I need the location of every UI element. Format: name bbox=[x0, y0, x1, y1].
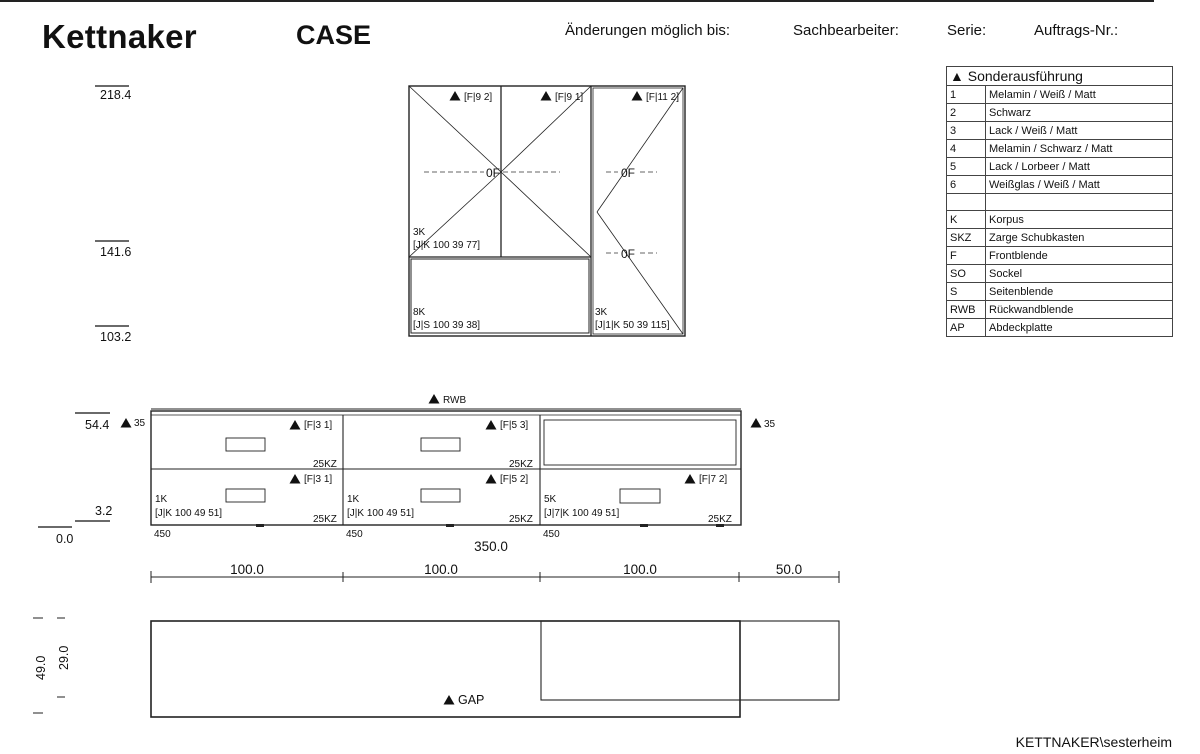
special-finish-marker bbox=[444, 695, 455, 705]
front-tag: [F|5 3] bbox=[500, 420, 529, 431]
special-finish-marker bbox=[632, 91, 643, 101]
corpus-code: 3K bbox=[413, 227, 426, 238]
lowboard bbox=[121, 394, 776, 540]
special-finish-marker bbox=[429, 394, 440, 404]
legend-text: Melamin / Weiß / Matt bbox=[986, 86, 1173, 104]
level-label: 218.4 bbox=[100, 88, 132, 102]
corpus-code: 8K bbox=[413, 307, 426, 318]
level-label: 54.4 bbox=[85, 418, 110, 432]
level-label: 141.6 bbox=[100, 245, 132, 259]
side-panel-label: 35 bbox=[764, 419, 776, 430]
level-label: 0.0 bbox=[56, 532, 74, 546]
article-number: [J|1|K 50 39 115] bbox=[595, 320, 670, 331]
changes-until-field: Änderungen möglich bis: bbox=[565, 22, 731, 39]
legend-code: 1 bbox=[947, 86, 986, 104]
legend-text: Zarge Schubkasten bbox=[986, 229, 1173, 247]
model-name: CASE bbox=[296, 20, 372, 50]
drawer-label: 25KZ bbox=[509, 514, 533, 525]
legend-text: Korpus bbox=[986, 211, 1173, 229]
legend-row bbox=[947, 247, 1173, 265]
drawer-label: 25KZ bbox=[313, 514, 337, 525]
shelf-label: 0F bbox=[486, 166, 501, 180]
legend-text: Lack / Weiß / Matt bbox=[986, 122, 1173, 140]
legend-code: 6 bbox=[947, 176, 986, 194]
series-field: Serie: bbox=[947, 22, 987, 39]
width-dimensions bbox=[151, 539, 839, 583]
front-tag: [F|9 2] bbox=[464, 92, 493, 103]
special-finish-marker bbox=[290, 474, 301, 484]
upper-wall-unit bbox=[409, 86, 685, 336]
legend-text: Seitenblende bbox=[986, 283, 1173, 301]
special-finish-marker bbox=[290, 420, 301, 430]
legend-row bbox=[947, 319, 1173, 337]
footer-path: KETTNAKER\sesterheim bbox=[1015, 734, 1172, 750]
total-width-label: 350.0 bbox=[474, 539, 508, 554]
legend-text: Weißglas / Weiß / Matt bbox=[986, 176, 1173, 194]
order-number-field: Auftrags-Nr.: bbox=[1034, 22, 1119, 39]
drawer-label: 25KZ bbox=[509, 459, 533, 470]
depth-outer-label: 49.0 bbox=[34, 655, 48, 680]
segment-width-label: 100.0 bbox=[424, 562, 458, 577]
legend-code: 2 bbox=[947, 104, 986, 122]
front-tag: [F|11 2] bbox=[646, 92, 679, 103]
height-level-labels bbox=[56, 88, 131, 546]
special-finish-marker bbox=[486, 420, 497, 430]
legend-title-text: Sonderausführung bbox=[967, 68, 1083, 84]
legend-text: Lack / Lorbeer / Matt bbox=[986, 158, 1173, 176]
legend-text: Frontblende bbox=[986, 247, 1173, 265]
special-finish-marker bbox=[751, 418, 762, 428]
legend-code: AP bbox=[947, 319, 986, 337]
corpus-code: 5K bbox=[544, 494, 557, 505]
legend-text: Melamin / Schwarz / Matt bbox=[986, 140, 1173, 158]
legend-row bbox=[947, 283, 1173, 301]
foot-label: 450 bbox=[346, 529, 363, 540]
height-levels bbox=[38, 86, 132, 527]
legend-code: F bbox=[947, 247, 986, 265]
corpus-code: 1K bbox=[155, 494, 168, 505]
depth-inner-label: 29.0 bbox=[57, 645, 71, 670]
finish-legend bbox=[946, 66, 1173, 337]
segment-width-label: 100.0 bbox=[230, 562, 264, 577]
shelf-label: 0F bbox=[621, 247, 636, 261]
legend-row bbox=[947, 265, 1173, 283]
shelf-label: 0F bbox=[621, 166, 636, 180]
special-finish-marker bbox=[486, 474, 497, 484]
corpus-code: 3K bbox=[595, 307, 608, 318]
level-label: 103.2 bbox=[100, 330, 132, 344]
legend-row bbox=[947, 140, 1173, 158]
legend-row bbox=[947, 104, 1173, 122]
legend-spacer bbox=[947, 194, 1173, 211]
brand-logo: Kettnaker bbox=[42, 18, 197, 55]
special-finish-marker bbox=[541, 91, 552, 101]
legend-code: K bbox=[947, 211, 986, 229]
special-finish-marker bbox=[685, 474, 696, 484]
article-number: [J|K 100 39 77] bbox=[413, 240, 481, 251]
special-finish-marker bbox=[450, 91, 461, 101]
legend-title bbox=[947, 67, 1173, 86]
legend-row bbox=[947, 158, 1173, 176]
legend-text: Schwarz bbox=[986, 104, 1173, 122]
legend-text: Abdeckplatte bbox=[986, 319, 1173, 337]
legend-code: 3 bbox=[947, 122, 986, 140]
legend-row bbox=[947, 176, 1173, 194]
segment-width-label: 50.0 bbox=[775, 562, 803, 577]
front-tag: [F|9 1] bbox=[555, 92, 584, 103]
front-tag: [F|3 1] bbox=[304, 474, 333, 485]
legend-code: SKZ bbox=[947, 229, 986, 247]
front-tag: [F|5 2] bbox=[500, 474, 529, 485]
plan-view bbox=[33, 618, 839, 717]
rear-panel-label: RWB bbox=[443, 395, 467, 406]
legend-row bbox=[947, 122, 1173, 140]
legend-code: S bbox=[947, 283, 986, 301]
drawer-label: 25KZ bbox=[708, 514, 732, 525]
legend-text: Rückwandblende bbox=[986, 301, 1173, 319]
segment-width-label: 100.0 bbox=[623, 562, 657, 577]
clerk-field: Sachbearbeiter: bbox=[793, 22, 899, 39]
special-finish-marker bbox=[121, 418, 132, 428]
gap-label: GAP bbox=[458, 693, 485, 707]
article-number: [J|K 100 49 51] bbox=[347, 508, 415, 519]
legend-code: SO bbox=[947, 265, 986, 283]
front-tag: [F|3 1] bbox=[304, 420, 333, 431]
drawer-label: 25KZ bbox=[313, 459, 337, 470]
level-label: 3.2 bbox=[95, 504, 113, 518]
legend-row bbox=[947, 301, 1173, 319]
article-number: [J|7|K 100 49 51] bbox=[544, 508, 620, 519]
foot-label: 450 bbox=[543, 529, 560, 540]
legend-row bbox=[947, 229, 1173, 247]
legend-row bbox=[947, 211, 1173, 229]
article-number: [J|K 100 49 51] bbox=[155, 508, 223, 519]
corpus-code: 1K bbox=[347, 494, 360, 505]
legend-code: 5 bbox=[947, 158, 986, 176]
article-number: [J|S 100 39 38] bbox=[413, 320, 481, 331]
side-panel-label: 35 bbox=[134, 418, 146, 429]
legend-row bbox=[947, 86, 1173, 104]
foot-label: 450 bbox=[154, 529, 171, 540]
legend-code: RWB bbox=[947, 301, 986, 319]
legend-code: 4 bbox=[947, 140, 986, 158]
front-tag: [F|7 2] bbox=[699, 474, 728, 485]
special-finish-icon: ▲ bbox=[950, 68, 964, 84]
legend-text: Sockel bbox=[986, 265, 1173, 283]
